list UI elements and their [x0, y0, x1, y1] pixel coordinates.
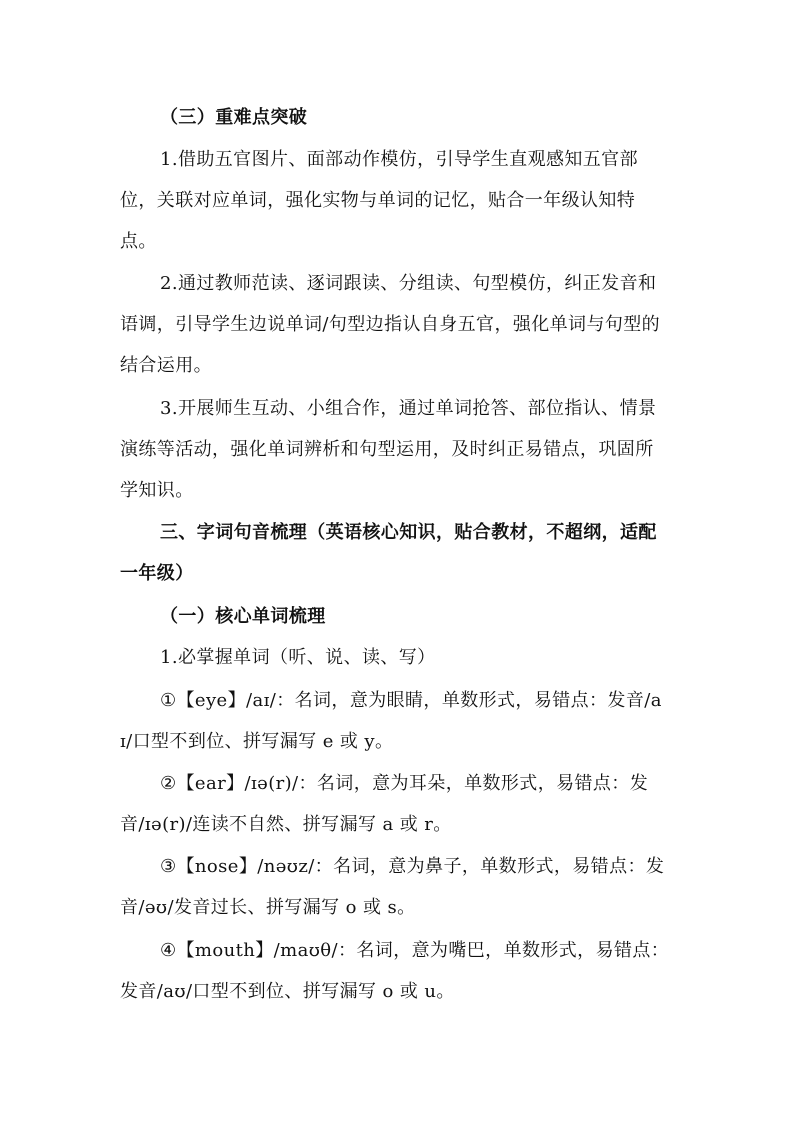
paragraph-line: 3.开展师生互动、小组合作，通过单词抢答、部位指认、情景 — [160, 398, 657, 419]
subsection-heading-key-difficulties: （三）重难点突破 — [160, 107, 308, 128]
paragraph-line: 点。 — [120, 231, 157, 252]
paragraph-line: 位，关联对应单词，强化实物与单词的记忆，贴合一年级认知特 — [120, 190, 636, 211]
paragraph-line: 语调，引导学生边说单词/句型边指认自身五官，强化单词与句型的 — [120, 314, 661, 335]
subsection-heading-core-words: （一）核心单词梳理 — [160, 606, 326, 627]
word-entry-line: ②【ear】/ɪə(r)/：名词，意为耳朵，单数形式，易错点：发 — [160, 773, 649, 794]
paragraph-line: 结合运用。 — [120, 355, 212, 376]
paragraph-line: 演练等活动，强化单词辨析和句型运用，及时纠正易错点，巩固所 — [120, 439, 654, 460]
word-entry-line: 发音/aʊ/口型不到位、拼写漏写 o 或 u。 — [120, 981, 455, 1002]
section-heading-line: 一年级） — [120, 563, 194, 584]
list-title: 1.必掌握单词（听、说、读、写） — [160, 647, 436, 668]
word-entry-line: ③【nose】/nəʊz/：名词，意为鼻子，单数形式，易错点：发 — [160, 856, 665, 877]
paragraph-line: 学知识。 — [120, 480, 194, 501]
word-entry-line: ①【eye】/aɪ/：名词，意为眼睛，单数形式，易错点：发音/a — [160, 690, 662, 711]
paragraph-line: 1.借助五官图片、面部动作模仿，引导学生直观感知五官部 — [160, 149, 638, 170]
section-heading-line: 三、字词句音梳理（英语核心知识，贴合教材，不超纲，适配 — [160, 522, 657, 543]
word-entry-line: 音/əʊ/发音过长、拼写漏写 o 或 s。 — [120, 897, 416, 918]
paragraph-line: 2.通过教师范读、逐词跟读、分组读、句型模仿，纠正发音和 — [160, 273, 657, 294]
word-entry-line: ɪ/口型不到位、拼写漏写 e 或 y。 — [120, 731, 394, 752]
word-entry-line: ④【mouth】/maʊθ/：名词，意为嘴巴，单数形式，易错点： — [160, 940, 670, 961]
word-entry-line: 音/ɪə(r)/连读不自然、拼写漏写 a 或 r。 — [120, 814, 452, 835]
